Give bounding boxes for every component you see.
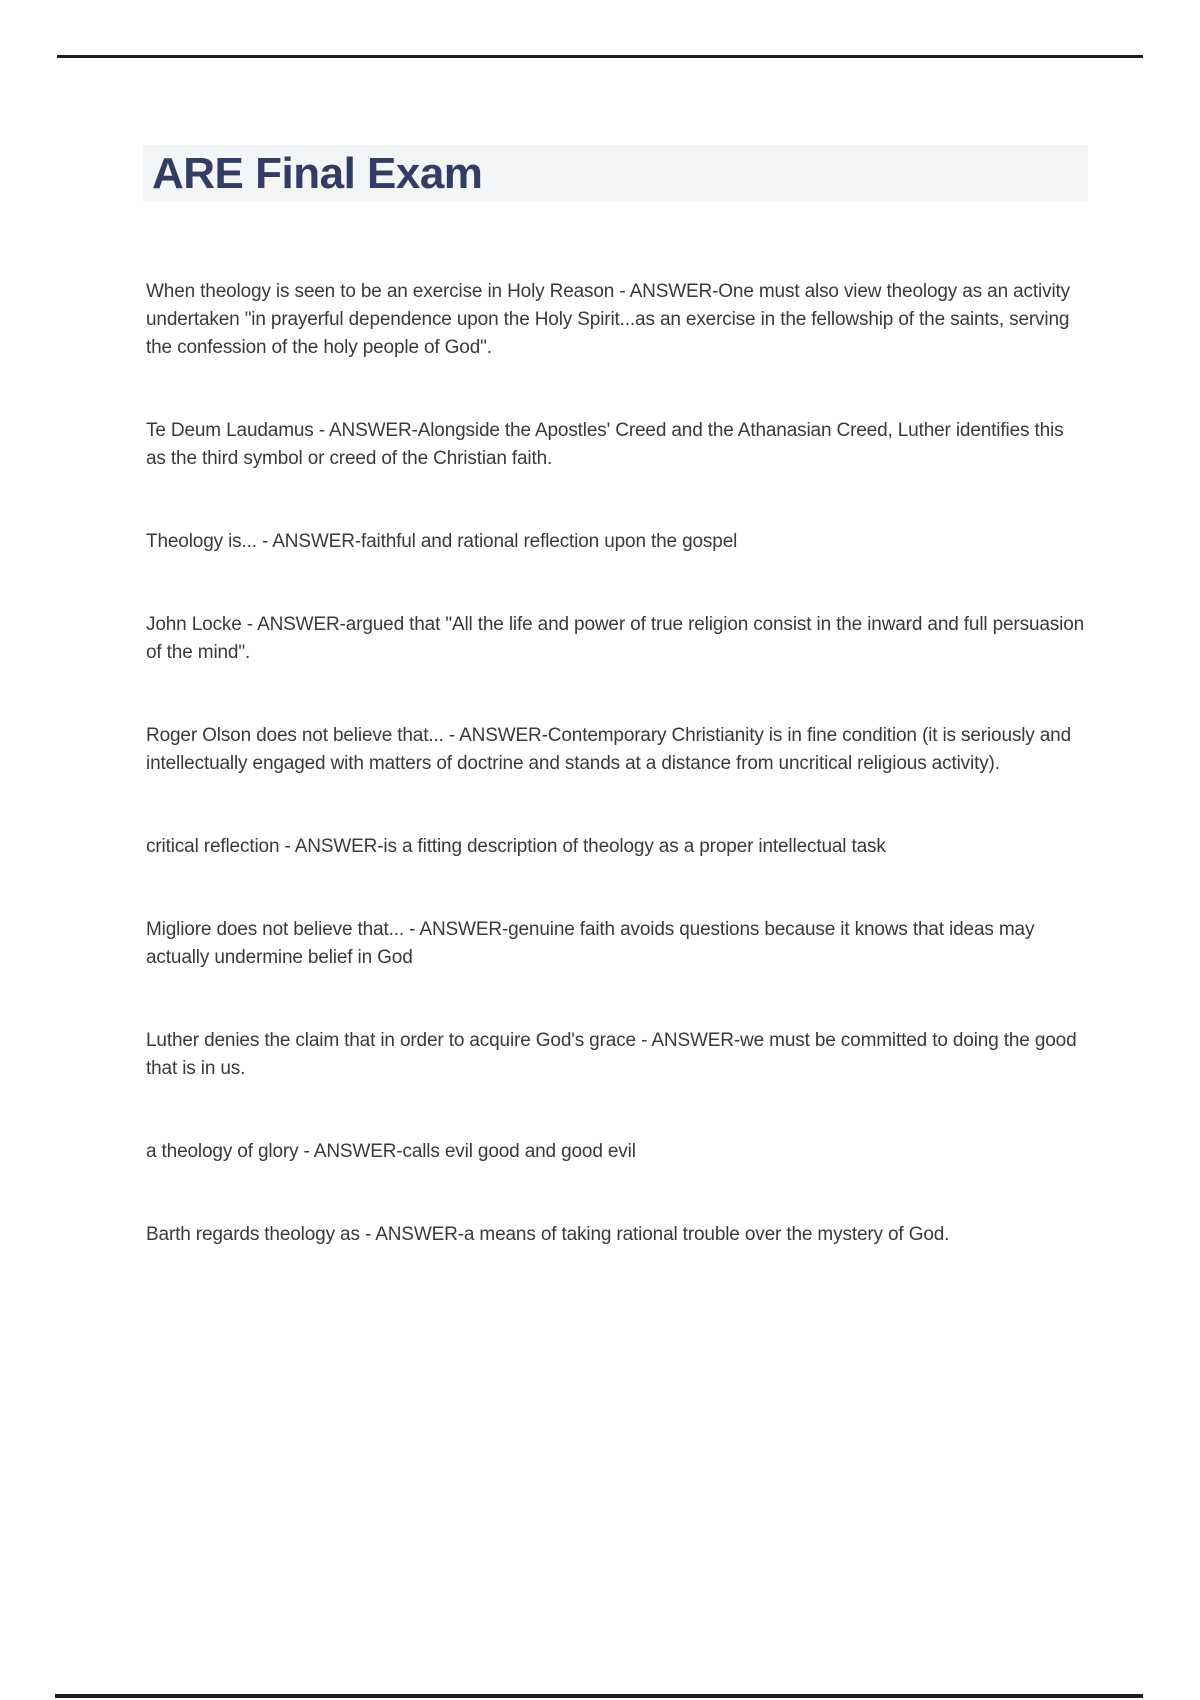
qa-list [146, 278, 1086, 1304]
qa-item: When theology is seen to be an exercise in Holy Reason - ANSWER-One must also view theology as an activity undertaken "in prayerful dependence upon the Holy Spirit...as an exercise in the fellowship of the saints, serving the confession of the holy people of God". [146, 281, 1070, 358]
qa-item: Roger Olson does not believe that... - ANSWER-Contemporary Christianity is in fine condition (it is seriously and intellectually engaged with matters of doctrine and stands at a distance from uncritical religious activity). [146, 725, 1072, 774]
title-banner [143, 145, 1088, 202]
page-title: ARE Final Exam [152, 149, 483, 198]
qa-item: Theology is... - ANSWER-faithful and rational reflection upon the gospel [146, 531, 738, 552]
qa-item: Te Deum Laudamus - ANSWER-Alongside the Apostles' Creed and the Athanasian Creed, Luther identifies this as the third symbol or creed of the Christian faith. [146, 420, 1064, 469]
qa-item: a theology of glory - ANSWER-calls evil good and good evil [146, 1141, 636, 1162]
qa-item: John Locke - ANSWER-argued that "All the life and power of true religion consist in the inward and full persuasion of the mind". [146, 614, 1085, 663]
bottom-divider [55, 1694, 1143, 1698]
qa-item: critical reflection - ANSWER-is a fitting description of theology as a proper intellectual task [146, 836, 886, 857]
qa-item: Barth regards theology as - ANSWER-a means of taking rational trouble over the mystery of God. [146, 1224, 950, 1245]
top-divider [57, 55, 1143, 58]
qa-item: Luther denies the claim that in order to acquire God's grace - ANSWER-we must be committed to doing the good that is in us. [146, 1030, 1077, 1079]
qa-item: Migliore does not believe that... - ANSWER-genuine faith avoids questions because it knows that ideas may actually undermine belief in God [146, 919, 1035, 968]
